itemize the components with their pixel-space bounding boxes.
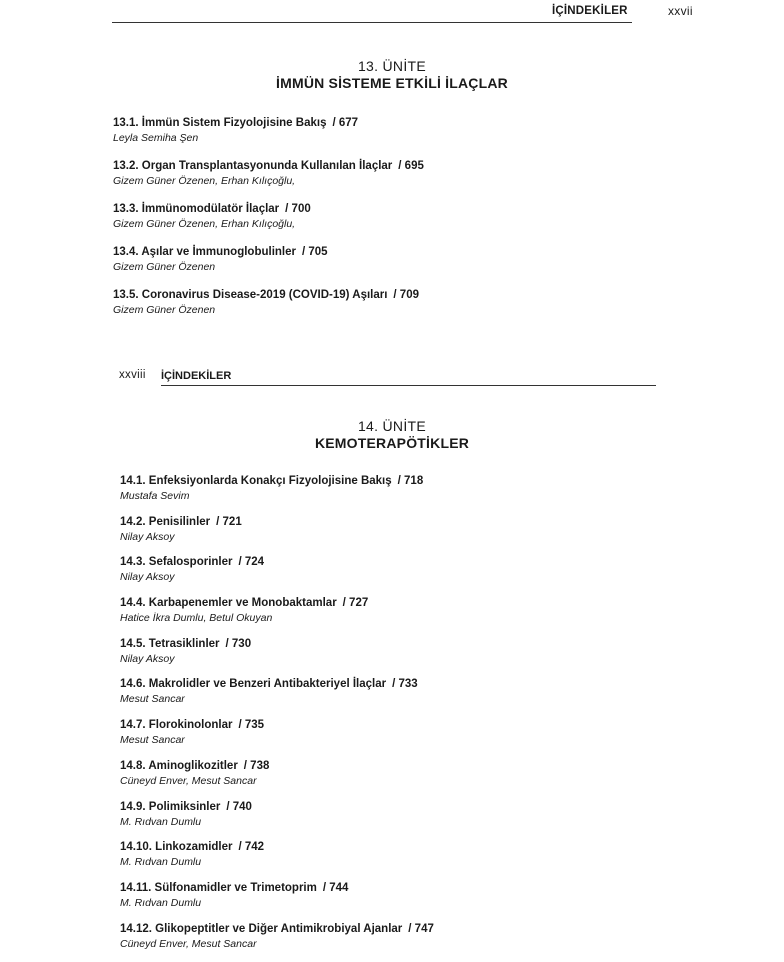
toc-entry-page: / 700 (285, 203, 311, 215)
toc-entry-title[interactable]: 14.12. Glikopeptitler ve Diğer Antimikrobiyal Ajanlar (120, 922, 403, 935)
toc-entry[interactable] (113, 245, 424, 288)
toc-entry-title[interactable]: 14.8. Aminoglikozitler (120, 759, 238, 772)
toc-entry-page: / 747 (408, 922, 434, 935)
toc-entry-title[interactable]: 13.3. İmmünomodülatör İlaçlar (113, 203, 280, 215)
toc-entry-title[interactable]: 14.9. Polimiksinler (120, 800, 221, 813)
toc-entry-page: / 735 (238, 719, 265, 732)
toc-entry-authors: Gizem Güner Özenen, Erhan Kılıçoğlu, (113, 218, 296, 230)
toc-entry-title[interactable]: 14.11. Sülfonamidler ve Trimetoprim (120, 881, 317, 894)
toc-entry[interactable] (120, 596, 434, 637)
toc-entry[interactable] (120, 677, 434, 718)
toc-entry-page: / 718 (397, 475, 424, 487)
toc-entry-page: / 705 (301, 246, 328, 258)
unit-14-number: 14. ÜNİTE (357, 418, 427, 434)
toc-entry-title[interactable]: 14.7. Florokinolonlar (120, 719, 233, 732)
toc-entry-title[interactable]: 14.5. Tetrasiklinler (120, 637, 220, 650)
toc-entry-page: / 709 (393, 289, 419, 301)
toc-entry[interactable] (120, 922, 434, 962)
toc-entry-authors: Cüneyd Enver, Mesut Sancar (120, 774, 257, 787)
toc-entry-authors: Cüneyd Enver, Mesut Sancar (120, 937, 257, 950)
toc-entry[interactable] (113, 116, 424, 159)
toc-entry-title[interactable]: 14.6. Makrolidler ve Benzeri Antibakteriyel İlaçlar (120, 678, 387, 691)
toc-entry[interactable] (120, 840, 434, 881)
toc-entry-page: / 744 (322, 881, 349, 894)
toc-entry-page: / 730 (225, 637, 252, 650)
toc-entry-page: / 742 (238, 841, 265, 854)
toc-entry[interactable] (113, 288, 424, 331)
toc-entry-title[interactable]: 14.4. Karbapenemler ve Monobaktamlar (120, 597, 337, 610)
toc-entry-authors: Nilay Aksoy (120, 571, 175, 584)
toc-entry-authors: Mesut Sancar (120, 693, 185, 706)
toc-entry-authors: Hatice İkra Dumlu, Betul Okuyan (120, 612, 273, 625)
toc-entry[interactable] (120, 800, 434, 841)
toc-entry-authors: M. Rıdvan Dumlu (120, 856, 202, 869)
toc-entry-title[interactable]: 13.1. İmmün Sistem Fizyolojisine Bakış (113, 117, 327, 129)
toc-entry-authors: Mesut Sancar (120, 734, 185, 747)
unit-14-heading (0, 418, 784, 451)
toc-entry[interactable] (113, 159, 424, 202)
toc-entry-authors: Leyla Semiha Şen (113, 132, 199, 144)
toc-entry-authors: Nilay Aksoy (120, 652, 175, 665)
toc-entry-title[interactable]: 14.1. Enfeksiyonlarda Konakçı Fizyolojisine Bakış (120, 475, 392, 487)
toc-entry[interactable] (120, 474, 434, 515)
toc-entry-authors: M. Rıdvan Dumlu (120, 815, 202, 828)
toc-entry-page: / 724 (238, 556, 265, 569)
toc-entry-title[interactable]: 14.10. Linkozamidler (120, 841, 233, 854)
header-page-number: xxviii (119, 369, 146, 381)
toc-entry-authors: Nilay Aksoy (120, 530, 175, 543)
running-header-mid (119, 368, 659, 388)
header-label: İÇİNDEKİLER (161, 370, 232, 382)
unit-14-title: KEMOTERAPÖTİKLER (314, 435, 470, 451)
unit-13-heading (0, 58, 784, 91)
toc-entry-authors: Gizem Güner Özenen, Erhan Kılıçoğlu, (113, 175, 296, 187)
toc-entry-page: / 727 (342, 597, 369, 610)
toc-entry-page: / 695 (398, 160, 424, 172)
unit-13-toc (113, 116, 424, 331)
unit-14-toc (120, 474, 434, 962)
toc-entry-authors: Gizem Güner Özenen (113, 304, 216, 316)
header-page-number: xxvii (668, 4, 693, 18)
toc-entry[interactable] (120, 515, 434, 556)
toc-entry[interactable] (120, 555, 434, 596)
toc-entry-title[interactable]: 14.3. Sefalosporinler (120, 556, 233, 569)
running-header-top (112, 0, 702, 26)
toc-entry[interactable] (120, 759, 434, 800)
header-label: İÇİNDEKİLER (552, 5, 628, 17)
toc-entry-title[interactable]: 13.4. Aşılar ve İmmunoglobulinler (113, 246, 296, 258)
toc-entry-authors: M. Rıdvan Dumlu (120, 896, 202, 909)
toc-entry-page: / 740 (226, 800, 252, 813)
toc-entry[interactable] (113, 202, 424, 245)
toc-entry[interactable] (120, 637, 434, 678)
header-rule (112, 22, 632, 23)
toc-entry-title[interactable]: 14.2. Penisilinler (120, 515, 211, 528)
toc-entry-authors: Gizem Güner Özenen (113, 261, 216, 273)
toc-entry-page: / 738 (243, 759, 270, 772)
unit-13-title: İMMÜN SİSTEME ETKİLİ İLAÇLAR (276, 75, 508, 91)
header-rule (161, 385, 656, 386)
toc-entry-title[interactable]: 13.2. Organ Transplantasyonunda Kullanılan İlaçlar (113, 160, 393, 172)
toc-entry[interactable] (120, 881, 434, 922)
toc-entry-authors: Mustafa Sevim (120, 490, 190, 502)
unit-13-number: 13. ÜNİTE (357, 58, 427, 74)
toc-entry-page: / 721 (216, 515, 242, 528)
toc-entry-page: / 733 (392, 678, 418, 691)
toc-entry[interactable] (120, 718, 434, 759)
toc-entry-title[interactable]: 13.5. Coronavirus Disease-2019 (COVID-19) Aşıları (113, 289, 388, 301)
toc-entry-page: / 677 (332, 117, 359, 129)
